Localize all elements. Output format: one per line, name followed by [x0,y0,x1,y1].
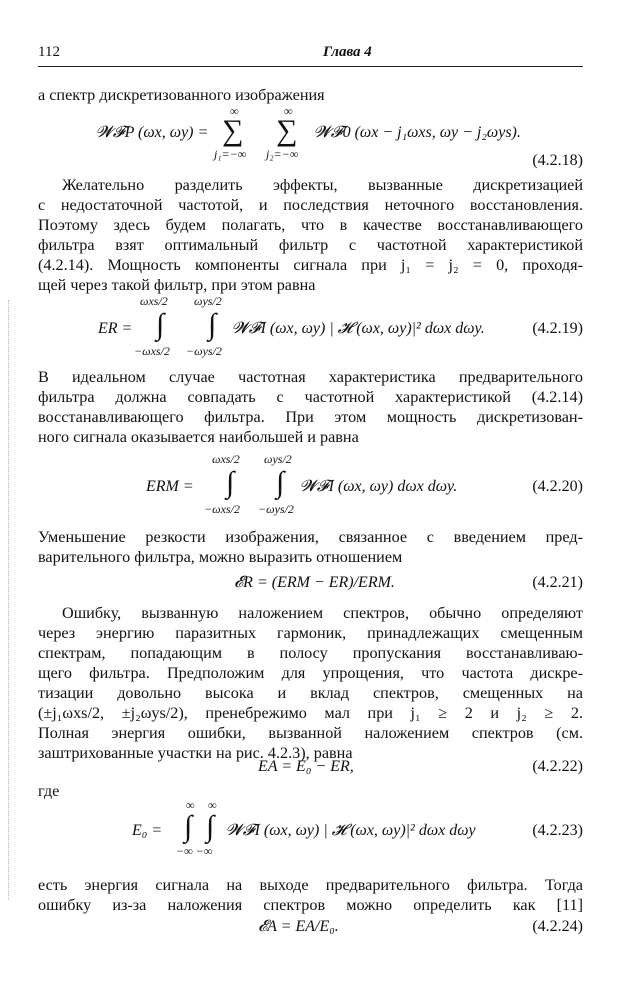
equation-body: 𝓦𝓕0 (ωx − j₁ωxs, ωy − j₂ωys). [314,124,521,141]
equation-body: 𝓔A = EA/E₀. [258,918,339,935]
text-line: есть энергия сигнала на выходе предварительного фильтра. Тогда [38,876,583,894]
equation-body: 𝓔R = (ERM − ER)/ERM. [234,574,395,591]
integral-upper-limit: ωys/2 [264,452,292,466]
text-line: Полная энергия ошибки, вызванной наложением спектров (см. [38,724,583,742]
integral-lower-limits: −∞ −∞ [176,844,213,858]
page-edge-shadow [8,300,11,900]
sum-upper-limit: ∞ [230,104,239,118]
equation-number: (4.2.20) [532,478,583,495]
integral-upper-limit: ωys/2 [194,294,222,308]
equation-number: (4.2.22) [532,758,583,775]
equation-body: 𝓦𝓕I (ωx, ωy) | 𝓗 (ωx, ωy)|² dωx dωy. [232,320,485,337]
equation-body: EA = E₀ − ER, [258,758,354,775]
text-line: тизации довольно высока и вклад спектров, смещенных на [38,684,583,702]
text-line: щей через такой фильтр, при этом равна [38,276,316,294]
equation-number: (4.2.21) [532,574,583,591]
text-line: ного сигнала оказывается наибольшей и равна [38,428,359,446]
equation-lhs: 𝓦𝓕P (ωx, ωy) = [96,124,209,141]
text-line: Ошибку, вызванную наложением спектров, обычно определяют [62,604,583,622]
equation-body: 𝓦𝓕I (ωx, ωy) dωx dωy. [300,478,458,495]
integral-sign: ∫ [226,466,235,499]
text-line: (4.2.14). Мощность компоненты сигнала при j₁ = j₂ = 0, проходя- [38,256,583,274]
chapter-title: Глава 4 [323,44,372,60]
integral-lower-limit: −ωxs/2 [134,344,170,358]
equation-lhs: ER = [98,320,133,337]
text-line: где [38,782,60,800]
text-line: (±j₁ωxs/2, ±j₂ωys/2), пренебрежимо мал при j₁ ≥ 2 и j₂ ≥ 2. [38,704,583,722]
text-line: ошибку из-за наложения спектров можно определить как [11] [38,896,583,914]
text-line: восстанавливающего фильтра. При этом мощность дискретизован- [38,408,583,426]
text-line: Уменьшение резкости изображения, связанное с введением пред- [38,528,583,546]
sum-sign: ∑ [222,114,244,147]
integral-upper-limit: ∞ [186,798,195,812]
equation-body: 𝓦𝓕I (ωx, ωy) | 𝓗 (ωx, ωy)|² dωx dωy [226,822,476,839]
integral-sign: ∫ [156,308,165,341]
equation-lhs: E₀ = [132,822,163,839]
text-line: фильтра взят оптимальный фильтр с частотной характеристикой [38,236,583,254]
integral-sign: ∫ [206,810,215,843]
text-line: Поэтому здесь будем полагать, что в качестве восстанавливающего [38,216,583,234]
equation-lhs: ERM = [146,478,194,495]
integral-lower-limit: −ωys/2 [186,344,222,358]
text-line: спектрам, попадающим в полосу пропускания восстанавливаю- [38,644,583,662]
sum-lower-limit: j₁=−∞ [214,147,247,161]
integral-upper-limit: ωxs/2 [140,294,168,308]
integral-lower-limit: −ωys/2 [258,502,294,516]
equation-number: (4.2.18) [532,152,583,169]
integral-lower-limit: −ωxs/2 [204,502,240,516]
page-header [38,44,583,67]
text-line: Желательно разделить эффекты, вызванные дискретизацией [62,176,583,194]
integral-sign: ∫ [184,810,193,843]
sum-sign: ∑ [276,114,298,147]
sum-upper-limit: ∞ [284,104,293,118]
text-line: а спектр дискретизованного изображения [38,86,325,104]
text-line: заштрихованные участки на рис. 4.2.3), равна [38,744,353,762]
text-line: фильтра должна совпадать с частотной характеристикой (4.2.14) [38,388,583,406]
sum-lower-limit: j₂=−∞ [266,147,299,161]
page-number: 112 [38,44,60,60]
text-line: через энергию паразитных гармоник, принадлежащих смещенным [38,624,583,642]
equation-number: (4.2.23) [532,822,583,839]
equation-number: (4.2.19) [532,320,583,337]
text-line: с недостаточной частотой, и последствия неточного восстановления. [38,196,583,214]
equation-number: (4.2.24) [532,918,583,935]
integral-upper-limit: ∞ [208,798,217,812]
integral-sign: ∫ [208,308,217,341]
integral-upper-limit: ωxs/2 [212,452,240,466]
text-line: В идеальном случае частотная характеристика предварительного [38,368,583,386]
text-line: щего фильтра. Предположим для упрощения, что частота дискре- [38,664,583,682]
integral-sign: ∫ [276,466,285,499]
text-line: варительного фильтра, можно выразить отношением [38,548,403,566]
